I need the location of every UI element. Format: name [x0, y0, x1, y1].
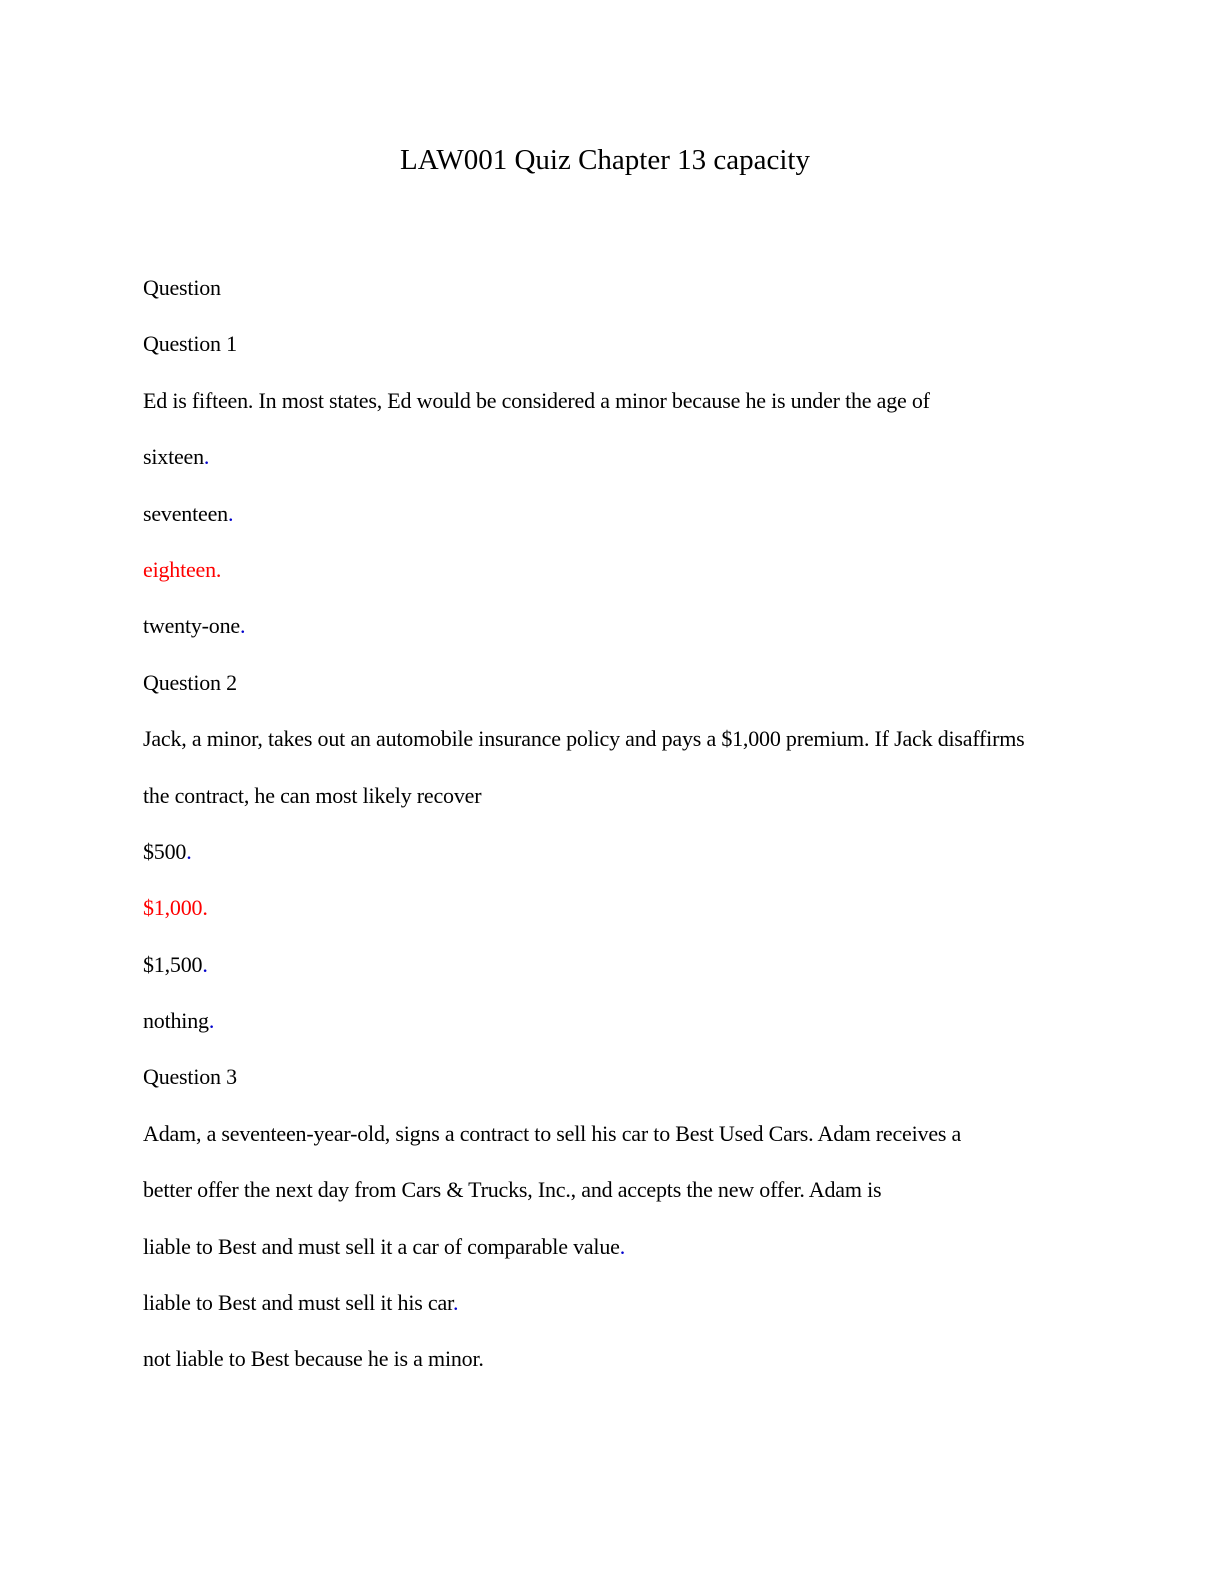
option-period: .	[227, 500, 234, 526]
option-text: $500	[143, 838, 187, 864]
question-2-stem-line-2: the contract, he can most likely recover	[143, 782, 482, 808]
question-2-option-1	[143, 824, 1083, 880]
question-3-label: Question 3	[143, 1064, 237, 1090]
question-1-option-2	[143, 486, 1083, 542]
quiz-body	[143, 260, 1083, 1388]
question-3-option-3	[143, 1331, 1083, 1387]
option-period: .	[215, 556, 222, 582]
option-period: .	[202, 951, 208, 977]
question-1-option-1	[143, 429, 1083, 485]
question-2-option-3	[143, 937, 1083, 993]
option-text: eighteen	[143, 556, 216, 582]
question-3-stem-line-2: better offer the next day from Cars & Trucks, Inc., and accepts the new offer. Adam is	[143, 1177, 882, 1203]
option-text: liable to Best and must sell it his car	[143, 1290, 453, 1316]
option-text: liable to Best and must sell it a car of comparable value	[143, 1233, 620, 1259]
option-period: .	[186, 838, 192, 864]
option-period: .	[202, 895, 208, 921]
page-title: LAW001 Quiz Chapter 13 capacity	[400, 144, 810, 176]
question-2-stem-line-1: Jack, a minor, takes out an automobile insurance policy and pays a $1,000 premium. If Jack disaffirms	[143, 726, 1025, 752]
option-text: twenty-one	[143, 613, 240, 639]
option-period: .	[452, 1290, 459, 1316]
question-3-stem-line-1: Adam, a seventeen-year-old, signs a contract to sell his car to Best Used Cars. Adam receives a	[143, 1120, 962, 1146]
question-2-label: Question 2	[143, 669, 237, 695]
question-1-stem: Ed is fifteen. In most states, Ed would be considered a minor because he is under the age of	[143, 387, 930, 413]
option-period: .	[208, 1008, 215, 1034]
section-heading: Question	[143, 275, 221, 300]
question-1-option-4	[143, 598, 1083, 654]
option-text: sixteen	[143, 444, 204, 470]
question-2-option-4	[143, 993, 1083, 1049]
option-text: $1,000	[143, 895, 203, 921]
option-text: nothing	[143, 1008, 209, 1034]
question-3-option-1	[143, 1219, 1083, 1275]
option-text: not liable to Best because he is a minor	[143, 1346, 479, 1372]
question-3-option-2	[143, 1275, 1083, 1331]
question-1-option-3-correct	[143, 542, 1083, 598]
option-period: .	[619, 1233, 626, 1259]
question-1-label: Question 1	[143, 331, 237, 357]
option-text: seventeen	[143, 500, 228, 526]
option-period: .	[478, 1346, 484, 1372]
option-period: .	[239, 613, 246, 639]
option-text: $1,500	[143, 951, 203, 977]
question-2-option-2-correct	[143, 880, 1083, 936]
option-period: .	[203, 444, 210, 470]
